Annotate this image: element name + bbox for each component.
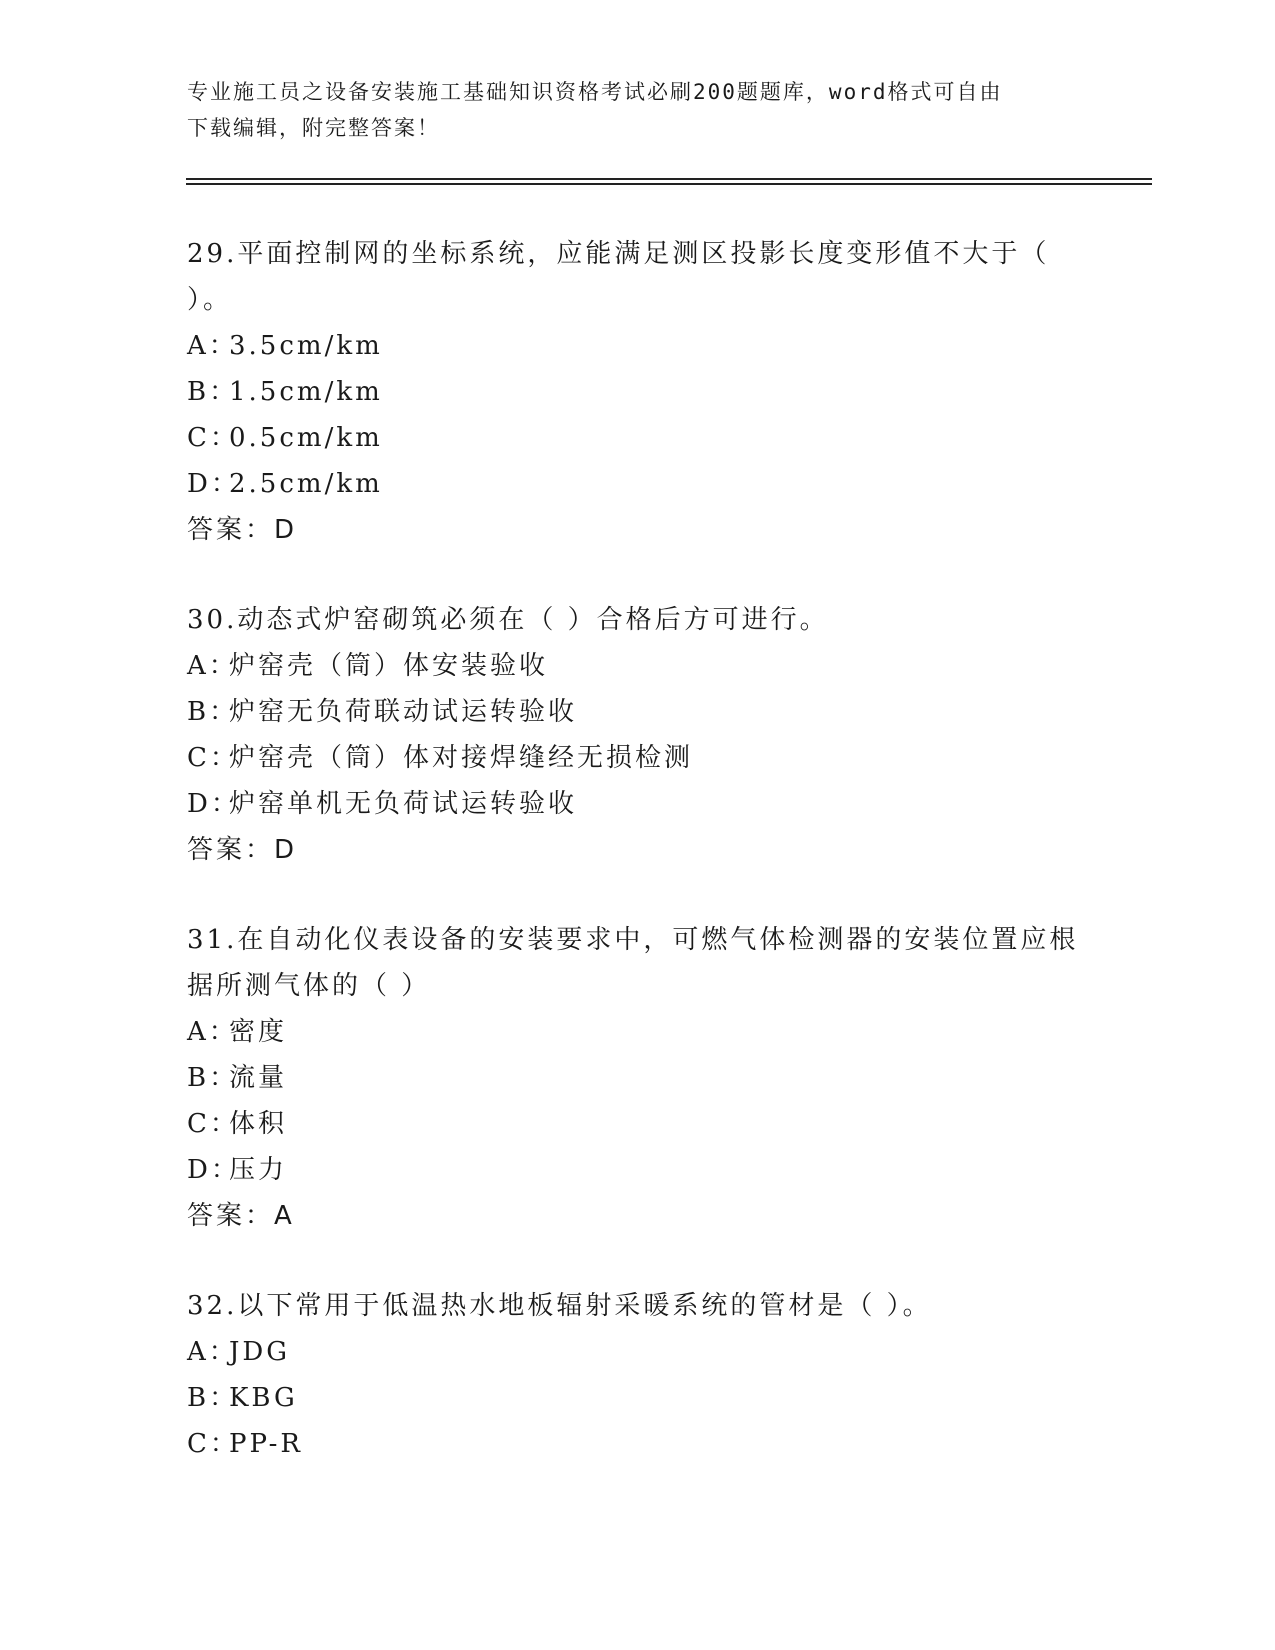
option-text: KBG <box>229 1383 298 1413</box>
option-key: D： <box>187 789 240 819</box>
question-stem-line: 据所测气体的（ ） <box>187 971 431 1001</box>
option-text: 炉窑无负荷联动试运转验收 <box>229 697 578 727</box>
header-divider-top <box>186 178 1152 180</box>
question-32 <box>187 1283 1087 1467</box>
option-a <box>187 1329 1087 1375</box>
option-text: 炉窑单机无负荷试运转验收 <box>229 789 578 819</box>
option-key: C： <box>187 1429 239 1459</box>
option-a <box>187 323 1087 369</box>
option-text: JDG <box>229 1337 291 1367</box>
option-key: A： <box>187 331 238 361</box>
document-header <box>187 74 1087 146</box>
answer-line: 答案：A <box>187 1201 295 1231</box>
answer-line: 答案：D <box>187 835 298 865</box>
option-text: 压力 <box>229 1155 288 1185</box>
option-key: A： <box>187 651 238 681</box>
option-key: A： <box>187 1337 238 1367</box>
option-c <box>187 1421 1087 1467</box>
option-c <box>187 1101 1087 1147</box>
option-text: 炉窑壳（筒）体对接焊缝经无损检测 <box>229 743 694 773</box>
option-text: 体积 <box>229 1109 288 1139</box>
option-key: C： <box>187 1109 239 1139</box>
question-stem-line: 31.在自动化仪表设备的安装要求中，可燃气体检测器的安装位置应根 <box>187 925 1079 955</box>
option-key: D： <box>187 1155 240 1185</box>
option-key: D： <box>187 469 240 499</box>
option-text: 3.5cm/km <box>229 331 383 361</box>
option-b <box>187 369 1087 415</box>
option-text: 0.5cm/km <box>229 423 383 453</box>
option-key: A： <box>187 1017 238 1047</box>
option-d <box>187 1147 1087 1193</box>
option-text: PP-R <box>229 1429 303 1459</box>
option-text: 2.5cm/km <box>229 469 383 499</box>
option-b <box>187 1055 1087 1101</box>
question-29 <box>187 231 1087 553</box>
question-stem-line: ）。 <box>187 285 233 315</box>
option-key: B： <box>187 1383 239 1413</box>
option-b <box>187 1375 1087 1421</box>
option-text: 1.5cm/km <box>229 377 383 407</box>
question-31 <box>187 917 1087 1239</box>
option-key: B： <box>187 697 239 727</box>
option-a <box>187 643 1087 689</box>
option-c <box>187 735 1087 781</box>
header-divider-bottom <box>186 183 1152 185</box>
question-30 <box>187 597 1087 873</box>
option-d <box>187 781 1087 827</box>
question-stem-line: 29.平面控制网的坐标系统，应能满足测区投影长度变形值不大于（ <box>187 239 1050 269</box>
option-c <box>187 415 1087 461</box>
question-stem-line: 30.动态式炉窑砌筑必须在（ ）合格后方可进行。 <box>187 605 829 635</box>
option-text: 流量 <box>229 1063 288 1093</box>
option-key: C： <box>187 423 239 453</box>
question-stem-line: 32.以下常用于低温热水地板辐射采暖系统的管材是（ ）。 <box>187 1291 932 1321</box>
option-key: B： <box>187 1063 239 1093</box>
option-b <box>187 689 1087 735</box>
option-text: 密度 <box>229 1017 288 1047</box>
option-text: 炉窑壳（筒）体安装验收 <box>229 651 549 681</box>
header-line-2: 下载编辑，附完整答案！ <box>187 116 440 140</box>
option-a <box>187 1009 1087 1055</box>
header-line-1: 专业施工员之设备安装施工基础知识资格考试必刷200题题库，word格式可自由 <box>187 80 1003 104</box>
option-d <box>187 461 1087 507</box>
option-key: B： <box>187 377 239 407</box>
answer-line: 答案：D <box>187 515 298 545</box>
option-key: C： <box>187 743 239 773</box>
